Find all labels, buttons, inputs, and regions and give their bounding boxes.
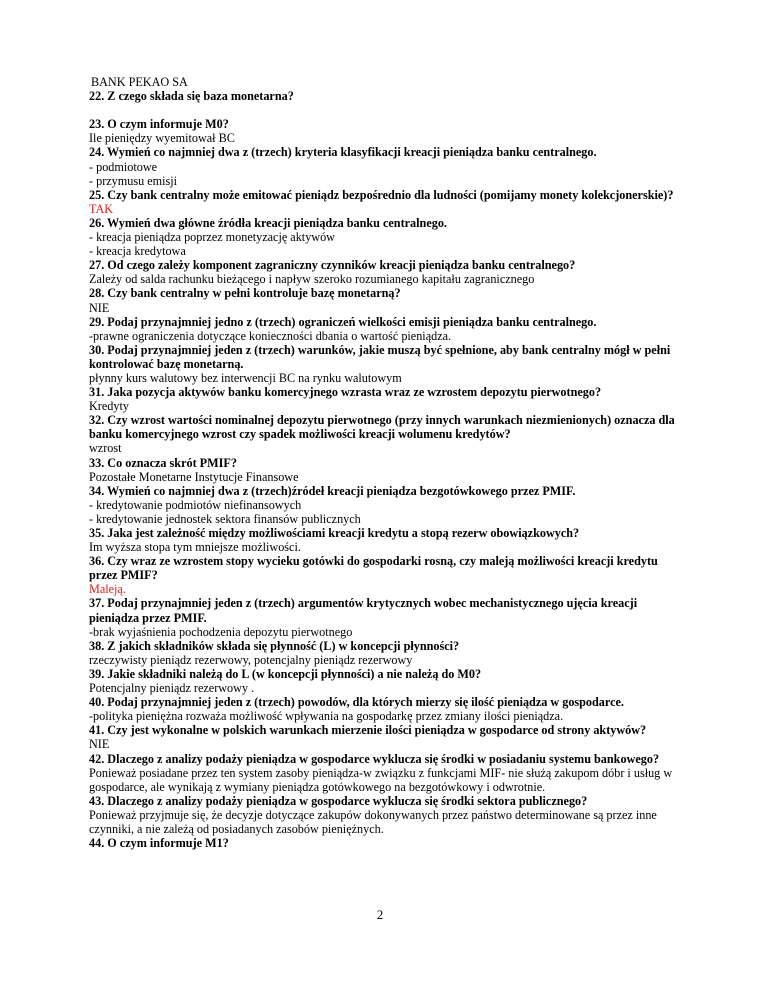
answer-text: -polityka pieniężna rozważa możliwość wpływania na gospodarkę przez zmiany ilości pieniądza. — [89, 709, 564, 724]
question-text: 41. Czy jest wykonalne w polskich warunkach mierzenie ilości pieniądza w gospodarce od strony aktywów? — [89, 723, 647, 738]
answer-text-highlighted: TAK — [89, 201, 114, 216]
question-list — [89, 89, 679, 850]
answer-text: Potencjalny pieniądz rezerwowy . — [89, 681, 255, 696]
page-number: 2 — [376, 907, 384, 922]
answer-text-highlighted: Maleją. — [89, 582, 126, 597]
blank-line — [89, 103, 679, 117]
answer-text: NIE — [89, 300, 110, 315]
answer-text: - przymusu emisji — [89, 173, 178, 188]
question-text: 44. O czym informuje M1? — [89, 836, 229, 851]
document-body — [89, 75, 679, 850]
question-text: 36. Czy wraz ze wzrostem stopy wycieku gotówki do gospodarki rosną, czy maleją możliwości kreacji kredytu przez PMIF? — [89, 554, 658, 583]
answer-text: -prawne ograniczenia dotyczące konieczności dbania o wartość pieniądza. — [89, 328, 452, 343]
question-text: 29. Podaj przynajmniej jedno z (trzech) ograniczeń wielkości emisji pieniądza banku centralnego. — [89, 314, 597, 329]
question-text: 42. Dlaczego z analizy podaży pieniądza w gospodarce wyklucza się środki w posiadaniu systemu bankowego? — [89, 751, 660, 766]
question-text: 34. Wymień co najmniej dwa z (trzech)źródeł kreacji pieniądza bezgotówkowego przez PMIF. — [89, 483, 576, 498]
question-text: 31. Jaka pozycja aktywów banku komercyjnego wzrasta wraz ze wzrostem depozytu pierwotnego? — [89, 385, 602, 400]
document-header: BANK PEKAO SA — [91, 75, 188, 89]
answer-text: płynny kurs walutowy bez interwencji BC na rynku walutowym — [89, 370, 402, 385]
question-text: 28. Czy bank centralny w pełni kontroluje bazę monetarną? — [89, 286, 401, 301]
answer-text: NIE — [89, 737, 110, 752]
answer-text: Ile pieniędzy wyemitował BC — [89, 131, 235, 146]
answer-text: wzrost — [89, 441, 122, 456]
answer-text: Pozostałe Monetarne Instytucje Finansowe — [89, 469, 299, 484]
answer-text: Ponieważ przyjmuje się, że decyzje dotyczące zakupów dokonywanych przez państwo determinowane są przez inne czynniki, a nie zależą od posiadanych zasobów pieniężnych. — [89, 807, 657, 836]
answer-text: Kredyty — [89, 399, 129, 414]
answer-text: rzeczywisty pieniądz rezerwowy, potencjalny pieniądz rezerwowy — [89, 652, 413, 667]
question-text: 38. Z jakich składników składa się płynność (L) w koncepcji płynności? — [89, 638, 460, 653]
question-text: 37. Podaj przynajmniej jeden z (trzech) argumentów krytycznych wobec mechanistycznego ujęcia kreacji pieniądza przez PMIF. — [89, 596, 638, 625]
question-text: 26. Wymień dwa główne źródła kreacji pieniądza banku centralnego. — [89, 215, 447, 230]
answer-text: - podmiotowe — [89, 159, 158, 174]
question-text: 23. O czym informuje M0? — [89, 117, 229, 132]
question-text: 30. Podaj przynajmniej jeden z (trzech) warunków, jakie muszą być spełnione, aby bank centralny mógł w pełni kontrolować bazę monetarną. — [89, 342, 671, 371]
answer-text: - kreacja pieniądza poprzez monetyzację aktywów — [89, 230, 335, 245]
answer-text: Im wyższa stopa tym mniejsze możliwości. — [89, 540, 301, 555]
question-text: 27. Od czego zależy komponent zagraniczny czynników kreacji pieniądza banku centralnego? — [89, 258, 576, 273]
answer-text: - kreacja kredytowa — [89, 244, 186, 259]
question-text: 35. Jaka jest zależność między możliwościami kreacji kredytu a stopą rezerw obowiązkowych? — [89, 526, 580, 540]
answer-text: - kredytowanie jednostek sektora finansów publicznych — [89, 511, 361, 526]
answer-text: Ponieważ posiadane przez ten system zasoby pieniądza-w związku z funkcjami MIF- nie służą zakupom dóbr i usług w gospodarce, ale wynikają z wymiany pieniądza gotówkowego na bezgotówkowy i odwrotnie. — [89, 765, 673, 794]
answer-text: Zależy od salda rachunku bieżącego i napływ szeroko rozumianego kapitału zagranicznego — [89, 272, 535, 287]
question-text: 39. Jakie składniki należą do L (w koncepcji płynności) a nie należą do M0? — [89, 666, 482, 681]
question-text: 22. Z czego składa się baza monetarna? — [89, 89, 294, 104]
answer-text: -brak wyjaśnienia pochodzenia depozytu pierwotnego — [89, 624, 353, 639]
answer-text: - kredytowanie podmiotów niefinansowych — [89, 497, 302, 512]
question-text: 33. Co oznacza skrót PMIF? — [89, 455, 237, 470]
question-text: 25. Czy bank centralny może emitować pieniądz bezpośrednio dla ludności (pomijamy monety kolekcjonerskie)? — [89, 187, 674, 202]
question-text: 32. Czy wzrost wartości nominalnej depozytu pierwotnego (przy innych warunkach niezmienionych) oznacza dla banku komercyjnego wzrost czy spadek możliwości kreacji wolumenu kredytów? — [89, 413, 675, 442]
question-text: 24. Wymień co najmniej dwa z (trzech) kryteria klasyfikacji kreacji pieniądza banku centralnego. — [89, 145, 597, 160]
question-text: 43. Dlaczego z analizy podaży pieniądza w gospodarce wyklucza się środki sektora publicznego? — [89, 793, 588, 808]
question-text: 40. Podaj przynajmniej jeden z (trzech) powodów, dla których mierzy się ilość pieniądza w gospodarce. — [89, 695, 624, 710]
